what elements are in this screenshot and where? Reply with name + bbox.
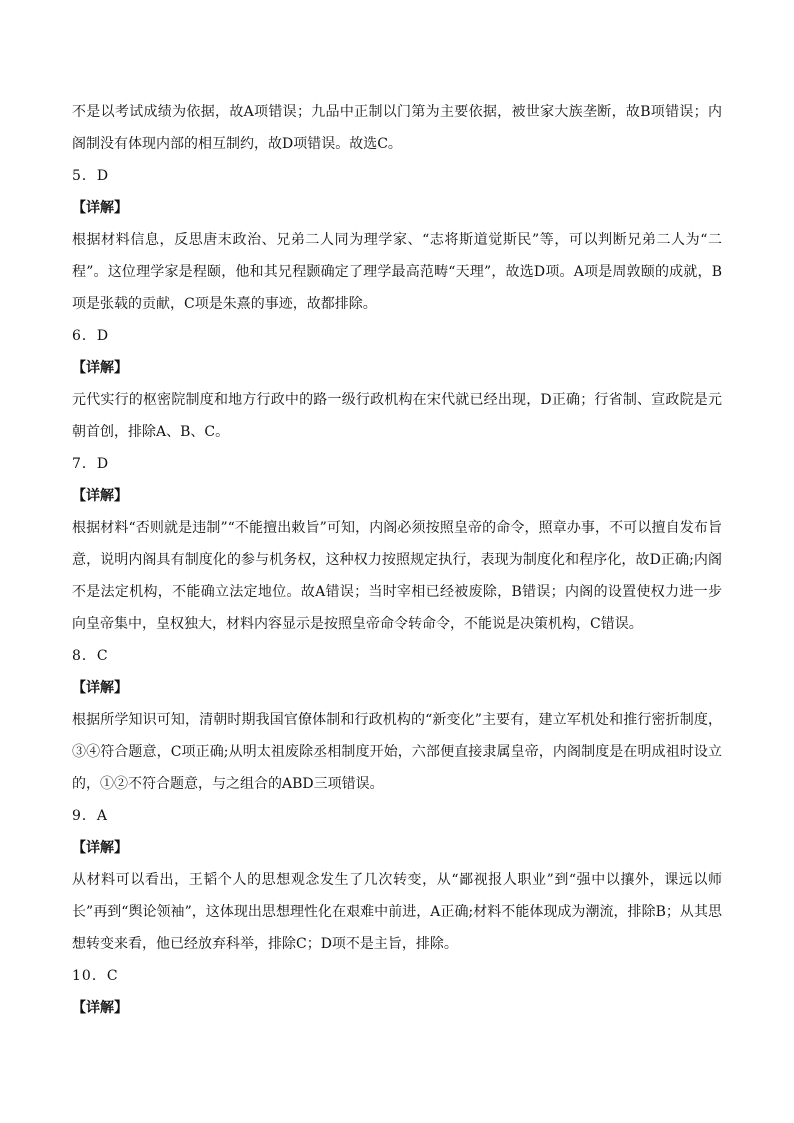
section-label: 【详解】 [72,840,128,856]
question-number: 10．C [72,968,119,984]
answer-explanation-text: 根据材料信息，反思唐末政治、兄弟二人同为理学家、“志将斯道觉斯民”等，可以判断兄弟二人为“二程”。这位理学家是程颐，他和其兄程颢确定了理学最高范畴“天理”，故选D项。A项是周敦颐的成就，B项是张载的贡献，C项是朱熹的事迹，故都排除。 [72,232,722,312]
section-label: 【详解】 [72,1000,128,1016]
question-number: 7．D [72,456,110,472]
question-number: 5．D [72,168,110,184]
section-label: 【详解】 [72,200,128,216]
section-label: 【详解】 [72,680,128,696]
question-number: 8．C [72,648,109,664]
answer-explanation-text: 从材料可以看出，王韬个人的思想观念发生了几次转变，从“鄙视报人职业”到“强中以攘外，课远以师长”再到“舆论领袖”，这体现出思想理性化在艰难中前进，A正确;材料不能体现成为潮流，排除B；从其思想转变来看，他已经放弃科举，排除C；D项不是主旨，排除。 [72,872,722,952]
document-page [72,96,722,1024]
question-number: 6．D [72,328,110,344]
answer-explanation-text: 根据材料“否则就是违制”“不能擅出敕旨”可知，内阁必须按照皇帝的命令，照章办事，不可以擅自发布旨意，说明内阁具有制度化的参与机务权，这种权力按照规定执行，表现为制度化和程序化，故D正确;内阁不是法定机构，不能确立法定地位。故A错误；当时宰相已经被废除，B错误；内阁的设置使权力进一步向皇帝集中，皇权独大，材料内容显示是按照皇帝命令转命令，不能说是决策机构，C错误。 [72,520,722,632]
section-label: 【详解】 [72,360,128,376]
question-number: 9．A [72,808,109,824]
answer-explanation-text: 不是以考试成绩为依据，故A项错误；九品中正制以门第为主要依据，被世家大族垄断，故B项错误；内阁制没有体现内部的相互制约，故D项错误。故选C。 [72,104,722,152]
answer-explanation-text: 元代实行的枢密院制度和地方行政中的路一级行政机构在宋代就已经出现，D正确；行省制、宣政院是元朝首创，排除A、B、C。 [72,392,722,440]
answer-explanation-text: 根据所学知识可知，清朝时期我国官僚体制和行政机构的“新变化”主要有，建立军机处和推行密折制度，③④符合题意，C项正确;从明太祖废除丞相制度开始，六部便直接隶属皇帝，内阁制度是在明成祖时设立的，①②不符合题意，与之组合的ABD三项错误。 [72,712,722,792]
section-label: 【详解】 [72,488,128,504]
